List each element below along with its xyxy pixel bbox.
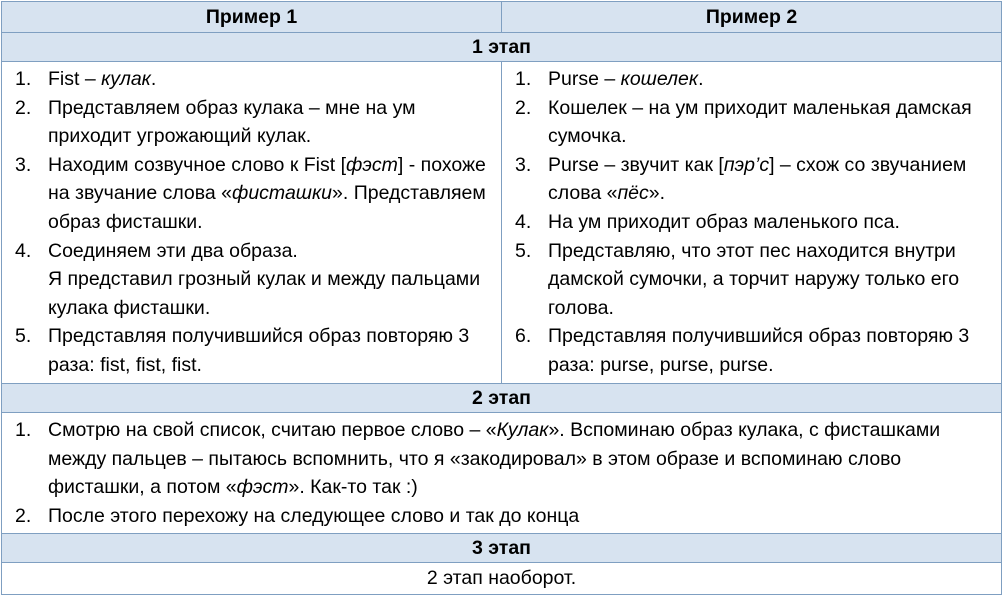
step-text: ». Как-то так :) [288, 476, 418, 499]
step-transcription: фэст [346, 153, 398, 176]
stage-2-step [2, 502, 995, 531]
step-text: Purse – [548, 68, 621, 90]
step-text: ». Вспоминаю образ кулака, с фисташками между пальцев – пытаюсь вспомнить, что я «закодировал» в этом образе и вспоминаю слово фисташки, а потом « [48, 419, 941, 499]
step-text: Соединяем эти два образа. [48, 239, 298, 262]
step-number: 5. [515, 239, 532, 262]
step-association: фисташки [232, 182, 333, 205]
stage-3-content-row [2, 563, 1002, 595]
step-number: 1. [15, 68, 32, 90]
stage-2-step [2, 416, 995, 502]
stage-2-content-row [2, 413, 1002, 534]
example-2-steps [502, 62, 1001, 382]
example-2-step [502, 208, 995, 237]
step-text: Представляем образ кулака – мне на ум приходит угрожающий кулак. [48, 96, 416, 148]
step-association: пёс [617, 182, 649, 205]
example-2-cell [502, 62, 1002, 384]
step-text: ». Представляем образ фисташки. [48, 182, 486, 233]
step-number: 3. [515, 153, 532, 176]
stage-2-row [2, 384, 1002, 413]
step-number: 6. [515, 325, 532, 348]
step-text: Я представил грозный кулак и между пальцами кулака фисташки. [48, 268, 481, 319]
step-text: После этого перехожу на следующее слово и так до конца [48, 504, 580, 527]
step-text: Смотрю на свой список, считаю первое слово – « [48, 419, 497, 442]
step-translation: кулак [101, 68, 151, 90]
step-text: . [150, 68, 157, 90]
step-text: ] – схож со звучанием слова « [548, 153, 967, 205]
step-number: 1. [515, 68, 532, 90]
step-text: ] - похоже на звучание слова « [48, 153, 486, 205]
example-1-cell [2, 62, 502, 384]
stage-2-cell [2, 413, 1002, 534]
mnemonic-table [1, 1, 1002, 595]
step-transcription: фэст [236, 476, 289, 499]
step-text: Представляю, что этот пес находится внутри дамской сумочки, а торчит наружу только его голова. [548, 239, 960, 319]
header-example-1: Пример 1 [2, 2, 502, 33]
step-association: Кулак [496, 419, 549, 442]
step-number: 1. [15, 419, 32, 442]
stage-3-title: 3 этап [2, 534, 1002, 563]
step-number: 2. [15, 96, 32, 119]
step-number: 5. [15, 325, 32, 348]
step-text: ». [648, 182, 666, 205]
example-1-step [2, 65, 495, 94]
step-translation: кошелек [620, 68, 699, 90]
stage-1-row [2, 33, 1002, 62]
example-1-step [2, 94, 495, 151]
step-text: На ум приходит образ маленького пса. [548, 210, 900, 233]
step-number: 4. [15, 239, 32, 262]
example-2-step [502, 322, 995, 379]
example-1-step [2, 237, 495, 323]
example-1-step [2, 322, 495, 379]
stage-3-text: 2 этап наоборот. [2, 563, 1002, 595]
step-text: Purse – звучит как [ [548, 153, 724, 176]
example-2-step [502, 65, 995, 94]
step-text: Находим созвучное слово к Fist [ [48, 153, 347, 176]
stage-1-title: 1 этап [2, 33, 1002, 62]
stage-1-content-row [2, 62, 1002, 384]
step-number: 2. [15, 504, 32, 527]
example-2-step [502, 151, 995, 208]
step-text: Fist – [48, 68, 102, 90]
step-number: 4. [515, 210, 532, 233]
example-1-steps [2, 62, 501, 382]
step-number: 2. [515, 96, 532, 119]
header-row [2, 2, 1002, 33]
example-2-step [502, 237, 995, 323]
stage-3-row [2, 534, 1002, 563]
step-text: . [698, 68, 704, 90]
example-2-step [502, 94, 995, 151]
step-text: Представляя получившийся образ повторяю 3 раза: purse, purse, purse. [548, 325, 970, 376]
step-text: Представляя получившийся образ повторяю 3 раза: fist, fist, fist. [48, 325, 470, 376]
stage-2-steps [2, 413, 1001, 532]
step-text: Кошелек – на ум приходит маленькая дамская сумочка. [548, 96, 972, 148]
stage-2-title: 2 этап [2, 384, 1002, 413]
example-1-step [2, 151, 495, 237]
header-example-2: Пример 2 [502, 2, 1002, 33]
step-number: 3. [15, 153, 32, 176]
step-transcription: пэр’с [723, 153, 770, 176]
